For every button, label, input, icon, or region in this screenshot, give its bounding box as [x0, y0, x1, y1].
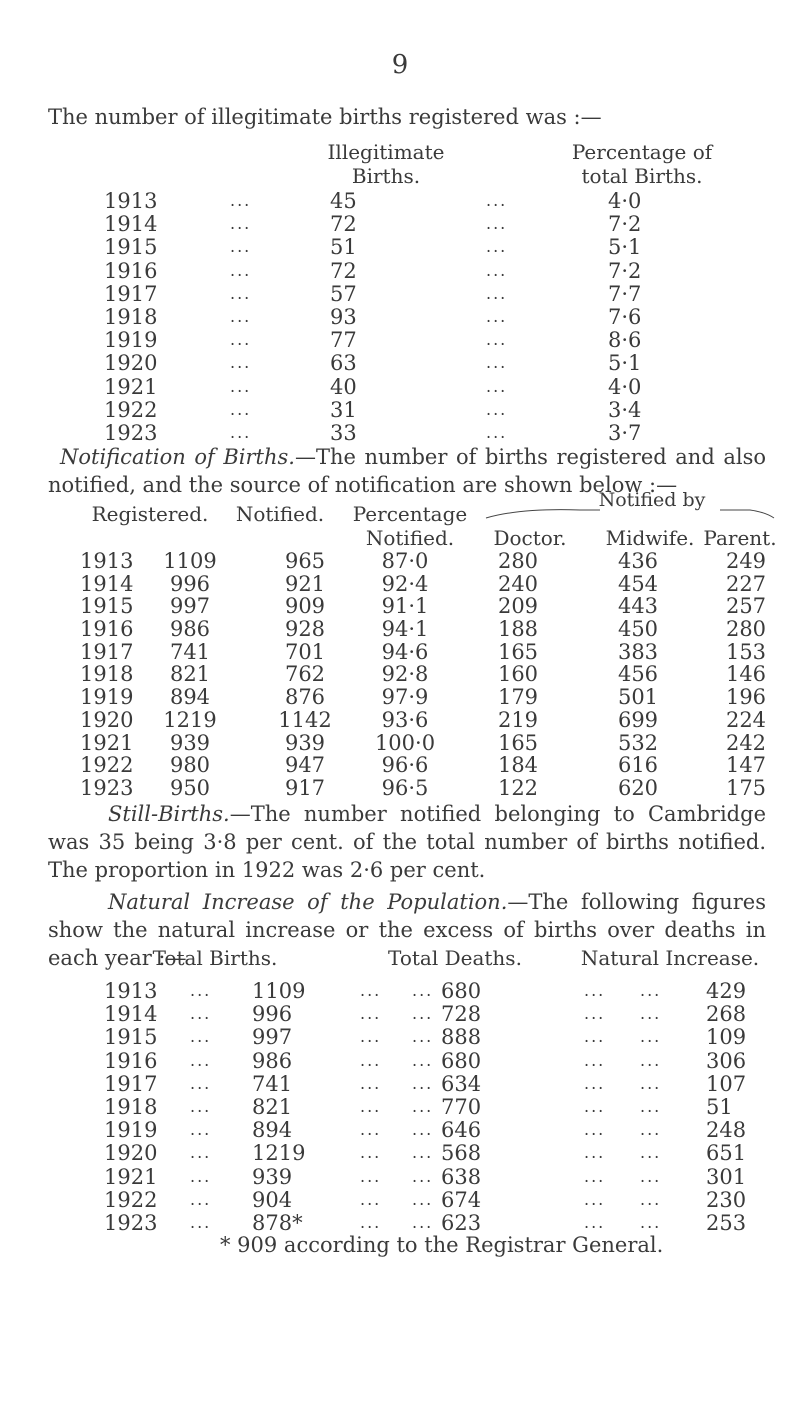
- table-row: [0, 775, 800, 798]
- natural-increase-text: —The following figures show the natural increase or the excess of births over deaths in each year :—: [48, 890, 766, 970]
- leader-dots: ...: [486, 353, 508, 373]
- row-increase: 429: [706, 979, 747, 1003]
- leader-dots: ...: [360, 1143, 382, 1163]
- row-births: 33: [330, 420, 357, 445]
- table-row: [0, 1001, 800, 1027]
- leader-dots: ...: [486, 306, 508, 326]
- table-row: [0, 1048, 800, 1071]
- row-increase: 301: [706, 1164, 747, 1189]
- table-row: [0, 211, 800, 237]
- row-percentage: 3·4: [608, 397, 642, 422]
- row-percentage: 87·0: [381, 549, 429, 573]
- row-doctor: 280: [497, 549, 539, 573]
- row-registered: 980: [169, 753, 211, 778]
- row-percentage: 91·1: [381, 594, 429, 619]
- leader-dots: ...: [190, 1143, 212, 1163]
- natural-increase-heading: Natural Increase of the Population.: [108, 890, 508, 914]
- table-row: [0, 1071, 800, 1094]
- row-year: 1913: [104, 979, 158, 1003]
- row-year: 1916: [104, 1048, 158, 1073]
- row-doctor: 122: [497, 775, 539, 800]
- leader-dots: ...: [412, 1120, 434, 1140]
- leader-dots: ...: [412, 1166, 434, 1186]
- row-doctor: 165: [497, 730, 539, 755]
- row-year: 1922: [104, 1187, 158, 1212]
- row-births: 45: [330, 189, 357, 213]
- page-number: 9: [391, 50, 409, 80]
- stillbirths-heading: Still-Births.: [108, 802, 230, 826]
- t2-header-percentage: Percentage Notified.: [352, 502, 468, 550]
- leader-dots: ...: [360, 1004, 382, 1024]
- row-year: 1921: [80, 730, 134, 755]
- t1-header-births: Illegitimate Births.: [327, 140, 445, 188]
- row-doctor: 160: [497, 662, 539, 687]
- row-midwife: 436: [617, 549, 659, 573]
- table-row: [0, 684, 800, 710]
- leader-dots: ...: [230, 376, 252, 396]
- row-notified: 947: [284, 753, 326, 778]
- leader-dots: ...: [190, 1189, 212, 1209]
- row-births: 77: [330, 328, 357, 353]
- row-deaths: 638: [441, 1164, 482, 1189]
- row-deaths: 888: [441, 1025, 482, 1050]
- row-doctor: 209: [497, 594, 539, 619]
- row-registered: 741: [169, 639, 211, 664]
- row-midwife: 454: [617, 571, 659, 596]
- row-year: 1920: [104, 351, 158, 376]
- row-percentage: 96·5: [381, 775, 429, 800]
- leader-dots: ...: [230, 353, 252, 373]
- table-row: [0, 420, 800, 443]
- t2-header-notified: Notified.: [235, 502, 325, 526]
- leader-dots: ...: [190, 1027, 212, 1047]
- row-parent: 146: [725, 662, 767, 687]
- leader-dots: ...: [486, 330, 508, 350]
- table-row: [0, 281, 800, 304]
- leader-dots: ...: [360, 1096, 382, 1116]
- row-year: 1923: [104, 1210, 158, 1235]
- leader-dots: ...: [412, 1004, 434, 1024]
- row-registered: 821: [169, 662, 211, 687]
- leader-dots: ...: [486, 214, 508, 234]
- leader-dots: ...: [190, 1073, 212, 1093]
- row-percentage: 5·1: [608, 235, 642, 260]
- leader-dots: ...: [230, 330, 252, 350]
- leader-dots: ...: [360, 1189, 382, 1209]
- t1-header-pct: Percentage of total Births.: [571, 140, 713, 188]
- leader-dots: ...: [190, 1166, 212, 1186]
- row-parent: 242: [725, 730, 767, 755]
- row-year: 1914: [80, 571, 134, 596]
- row-percentage: 7·2: [608, 212, 642, 237]
- row-deaths: 674: [441, 1187, 482, 1212]
- row-year: 1923: [104, 420, 158, 445]
- table-row: [0, 571, 800, 594]
- row-doctor: 179: [497, 685, 539, 710]
- table-row: [0, 1140, 800, 1166]
- table-row: [0, 639, 800, 662]
- row-year: 1916: [80, 617, 134, 642]
- row-notified: 876: [284, 685, 326, 710]
- intro-text: The number of illegitimate births registered was :—: [48, 105, 602, 129]
- row-births: 31: [330, 397, 357, 422]
- leader-dots: ...: [584, 1073, 606, 1093]
- t3-header-deaths: Total Deaths.: [388, 946, 522, 970]
- table-row: [0, 1094, 800, 1117]
- row-year: 1916: [104, 258, 158, 283]
- row-parent: 249: [725, 549, 767, 573]
- row-year: 1917: [104, 1071, 158, 1096]
- row-year: 1921: [104, 374, 158, 399]
- row-doctor: 184: [497, 753, 539, 778]
- row-percentage: 5·1: [608, 351, 642, 376]
- leader-dots: ...: [360, 1166, 382, 1186]
- leader-dots: ...: [486, 376, 508, 396]
- leader-dots: ...: [190, 1050, 212, 1070]
- leader-dots: ...: [640, 1143, 662, 1163]
- row-midwife: 450: [617, 617, 659, 642]
- t2-header-doctor: Doctor.: [493, 526, 567, 550]
- leader-dots: ...: [584, 1027, 606, 1047]
- row-parent: 147: [725, 753, 767, 778]
- row-births: 93: [330, 304, 357, 329]
- row-doctor: 219: [497, 707, 539, 732]
- row-registered: 986: [169, 617, 211, 642]
- row-increase: 107: [706, 1071, 747, 1096]
- row-midwife: 443: [617, 594, 659, 619]
- row-midwife: 532: [617, 730, 659, 755]
- row-notified: 921: [284, 571, 326, 596]
- row-percentage: 7·6: [608, 304, 642, 329]
- leader-dots: ...: [486, 422, 508, 442]
- natural-increase-table: [0, 978, 800, 1233]
- row-births: 904: [252, 1187, 293, 1212]
- row-percentage: 92·4: [381, 571, 429, 596]
- table-row: [0, 548, 800, 571]
- leader-dots: ...: [584, 1212, 606, 1232]
- leader-dots: ...: [230, 191, 252, 210]
- row-year: 1923: [80, 775, 134, 800]
- row-births: 997: [252, 1025, 293, 1050]
- row-year: 1915: [104, 1025, 158, 1050]
- t2-header-parent: Parent.: [703, 526, 777, 550]
- table-row: [0, 978, 800, 1001]
- row-year: 1917: [104, 281, 158, 306]
- row-registered: 1219: [163, 707, 217, 732]
- table-row: [0, 1164, 800, 1187]
- table-row: [0, 1210, 800, 1233]
- leader-dots: ...: [584, 1050, 606, 1070]
- row-births: 878*: [252, 1210, 303, 1235]
- leader-dots: ...: [412, 1189, 434, 1209]
- row-registered: 997: [169, 594, 211, 619]
- notification-table: [0, 548, 800, 798]
- row-percentage: 94·1: [381, 617, 429, 642]
- leader-dots: ...: [412, 981, 434, 1000]
- leader-dots: ...: [640, 1189, 662, 1209]
- leader-dots: ...: [640, 1166, 662, 1186]
- leader-dots: ...: [584, 981, 606, 1000]
- table-row: [0, 593, 800, 619]
- stillbirths-text: —The number notified belonging to Cambridge was 35 being 3·8 per cent. of the total number of births notified. The proportion in 1922 was 2·6 per cent.: [48, 802, 766, 882]
- leader-dots: ...: [360, 981, 382, 1000]
- leader-dots: ...: [230, 399, 252, 419]
- row-increase: 248: [706, 1118, 747, 1143]
- leader-dots: ...: [640, 1050, 662, 1070]
- row-parent: 227: [725, 571, 767, 596]
- row-year: 1922: [104, 397, 158, 422]
- row-deaths: 680: [441, 979, 482, 1003]
- row-year: 1921: [104, 1164, 158, 1189]
- leader-dots: ...: [584, 1189, 606, 1209]
- row-registered: 894: [169, 685, 211, 710]
- row-births: 996: [252, 1002, 293, 1027]
- row-increase: 268: [706, 1002, 747, 1027]
- row-births: 1109: [252, 979, 306, 1003]
- row-births: 51: [330, 235, 357, 260]
- row-year: 1919: [104, 1118, 158, 1143]
- row-notified: 965: [284, 549, 326, 573]
- leader-dots: ...: [230, 214, 252, 234]
- leader-dots: ...: [190, 1120, 212, 1140]
- leader-dots: ...: [640, 1212, 662, 1232]
- row-percentage: 4·0: [608, 374, 642, 399]
- row-year: 1918: [104, 304, 158, 329]
- row-midwife: 699: [617, 707, 659, 732]
- leader-dots: ...: [360, 1212, 382, 1232]
- leader-dots: ...: [412, 1050, 434, 1070]
- row-births: 40: [330, 374, 357, 399]
- row-notified: 762: [284, 662, 326, 687]
- row-percentage: 96·6: [381, 753, 429, 778]
- row-doctor: 165: [497, 639, 539, 664]
- row-notified: 917: [284, 775, 326, 800]
- row-year: 1915: [104, 235, 158, 260]
- row-deaths: 568: [441, 1141, 482, 1166]
- leader-dots: ...: [640, 1120, 662, 1140]
- row-births: 894: [252, 1118, 293, 1143]
- table-row: [0, 730, 800, 753]
- row-year: 1913: [104, 189, 158, 213]
- leader-dots: ...: [486, 399, 508, 419]
- row-births: 821: [252, 1094, 293, 1119]
- table-row: [0, 234, 800, 260]
- leader-dots: ...: [230, 306, 252, 326]
- row-midwife: 383: [617, 639, 659, 664]
- footnote: * 909 according to the Registrar General.: [220, 1233, 664, 1257]
- table-row: [0, 1117, 800, 1143]
- leader-dots: ...: [360, 1050, 382, 1070]
- table-row: [0, 327, 800, 353]
- row-percentage: 4·0: [608, 189, 642, 213]
- notification-heading: Notification of Births.: [60, 445, 295, 469]
- table-row: [0, 1024, 800, 1050]
- row-year: 1918: [104, 1094, 158, 1119]
- row-deaths: 623: [441, 1210, 482, 1235]
- row-year: 1919: [80, 685, 134, 710]
- row-year: 1917: [80, 639, 134, 664]
- row-doctor: 240: [497, 571, 539, 596]
- row-births: 57: [330, 281, 357, 306]
- table-row: [0, 374, 800, 397]
- row-parent: 280: [725, 617, 767, 642]
- row-births: 741: [252, 1071, 293, 1096]
- leader-dots: ...: [584, 1096, 606, 1116]
- leader-dots: ...: [486, 260, 508, 280]
- row-births: 72: [330, 212, 357, 237]
- leader-dots: ...: [412, 1212, 434, 1232]
- leader-dots: ...: [190, 1212, 212, 1232]
- leader-dots: ...: [412, 1143, 434, 1163]
- leader-dots: ...: [190, 1004, 212, 1024]
- row-percentage: 94·6: [381, 639, 429, 664]
- row-registered: 939: [169, 730, 211, 755]
- row-deaths: 680: [441, 1048, 482, 1073]
- t3-header-births: Total Births.: [152, 946, 278, 970]
- leader-dots: ...: [640, 1073, 662, 1093]
- t2-header-notified-by: Notified by: [598, 489, 706, 511]
- leader-dots: ...: [640, 1096, 662, 1116]
- row-year: 1913: [80, 549, 134, 573]
- row-increase: 651: [706, 1141, 747, 1166]
- row-doctor: 188: [497, 617, 539, 642]
- row-midwife: 501: [617, 685, 659, 710]
- row-parent: 224: [725, 707, 767, 732]
- row-births: 939: [252, 1164, 293, 1189]
- leader-dots: ...: [486, 191, 508, 210]
- row-deaths: 646: [441, 1118, 482, 1143]
- row-percentage: 97·9: [381, 685, 429, 710]
- row-notified: 928: [284, 617, 326, 642]
- row-births: 986: [252, 1048, 293, 1073]
- row-year: 1918: [80, 662, 134, 687]
- row-percentage: 3·7: [608, 420, 642, 445]
- leader-dots: ...: [640, 981, 662, 1000]
- leader-dots: ...: [360, 1027, 382, 1047]
- row-year: 1920: [80, 707, 134, 732]
- row-notified: 1142: [278, 707, 332, 732]
- table-row: [0, 661, 800, 687]
- leader-dots: ...: [640, 1004, 662, 1024]
- row-deaths: 770: [441, 1094, 482, 1119]
- leader-dots: ...: [190, 1096, 212, 1116]
- row-increase: 306: [706, 1048, 747, 1073]
- leader-dots: ...: [486, 237, 508, 257]
- leader-dots: ...: [190, 981, 212, 1000]
- leader-dots: ...: [230, 260, 252, 280]
- row-parent: 153: [725, 639, 767, 664]
- t2-header-midwife: Midwife.: [605, 526, 695, 550]
- leader-dots: ...: [360, 1120, 382, 1140]
- leader-dots: ...: [640, 1027, 662, 1047]
- leader-dots: ...: [230, 422, 252, 442]
- row-deaths: 728: [441, 1002, 482, 1027]
- row-registered: 950: [169, 775, 211, 800]
- row-percentage: 7·2: [608, 258, 642, 283]
- row-percentage: 7·7: [608, 281, 642, 306]
- row-year: 1922: [80, 753, 134, 778]
- table-row: [0, 397, 800, 420]
- t3-header-increase: Natural Increase.: [580, 946, 760, 970]
- leader-dots: ...: [584, 1166, 606, 1186]
- leader-dots: ...: [584, 1120, 606, 1140]
- notified-by-brace: [480, 498, 780, 522]
- leader-dots: ...: [584, 1143, 606, 1163]
- row-notified: 701: [284, 639, 326, 664]
- row-percentage: 93·6: [381, 707, 429, 732]
- table-row: [0, 188, 800, 211]
- row-notified: 939: [284, 730, 326, 755]
- leader-dots: ...: [230, 283, 252, 303]
- row-parent: 196: [725, 685, 767, 710]
- table-row: [0, 707, 800, 730]
- row-percentage: 92·8: [381, 662, 429, 687]
- leader-dots: ...: [486, 283, 508, 303]
- leader-dots: ...: [230, 237, 252, 257]
- row-deaths: 634: [441, 1071, 482, 1096]
- row-increase: 253: [706, 1210, 747, 1235]
- row-midwife: 616: [617, 753, 659, 778]
- table-row: [0, 258, 800, 281]
- row-births: 1219: [252, 1141, 306, 1166]
- row-year: 1914: [104, 212, 158, 237]
- table-row: [0, 752, 800, 778]
- row-parent: 175: [725, 775, 767, 800]
- row-notified: 909: [284, 594, 326, 619]
- table-row: [0, 1187, 800, 1210]
- leader-dots: ...: [412, 1027, 434, 1047]
- leader-dots: ...: [412, 1096, 434, 1116]
- row-births: 72: [330, 258, 357, 283]
- row-births: 63: [330, 351, 357, 376]
- row-registered: 1109: [163, 549, 217, 573]
- row-registered: 996: [169, 571, 211, 596]
- row-year: 1915: [80, 594, 134, 619]
- row-parent: 257: [725, 594, 767, 619]
- row-increase: 109: [706, 1025, 747, 1050]
- leader-dots: ...: [584, 1004, 606, 1024]
- row-year: 1914: [104, 1002, 158, 1027]
- row-midwife: 456: [617, 662, 659, 687]
- row-increase: 230: [706, 1187, 747, 1212]
- leader-dots: ...: [360, 1073, 382, 1093]
- table-row: [0, 616, 800, 642]
- row-year: 1919: [104, 328, 158, 353]
- t2-header-registered: Registered.: [91, 502, 209, 526]
- leader-dots: ...: [412, 1073, 434, 1093]
- stillbirths-paragraph: [48, 800, 766, 884]
- row-percentage: 100·0: [374, 730, 436, 755]
- illegitimate-table: [0, 188, 800, 443]
- notification-text: —The number of births registered and also notified, and the source of notification are shown below :—: [48, 445, 767, 497]
- row-percentage: 8·6: [608, 328, 642, 353]
- table-row: [0, 350, 800, 376]
- table-row: [0, 304, 800, 327]
- row-midwife: 620: [617, 775, 659, 800]
- row-increase: 51: [706, 1094, 733, 1119]
- row-year: 1920: [104, 1141, 158, 1166]
